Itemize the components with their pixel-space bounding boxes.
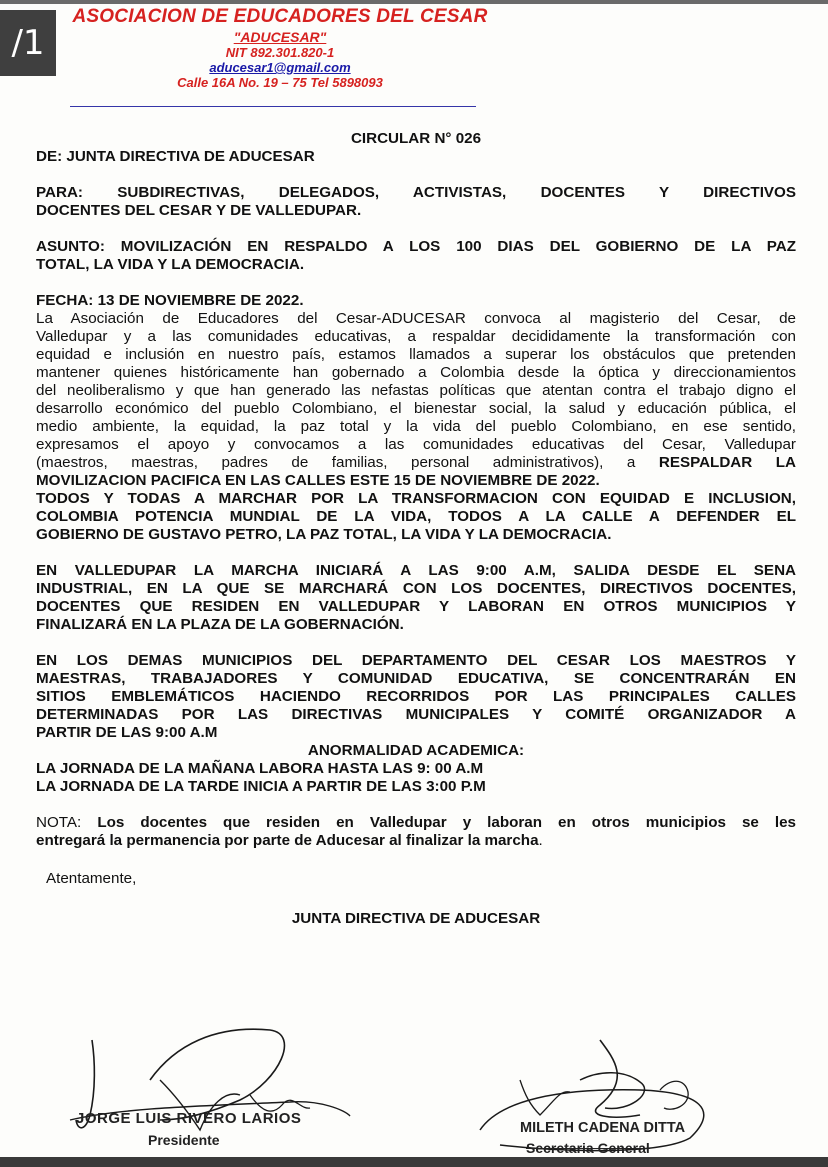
date-line: FECHA: 13 DE NOVIEMBRE DE 2022.: [36, 292, 304, 309]
call-line: GOBIERNO DE GUSTAVO PETRO, LA PAZ TOTAL, LA VIDA Y LA DEMOCRACIA.: [36, 526, 612, 543]
valledupar-line: FINALIZARÁ EN LA PLAZA DE LA GOBERNACIÓN.: [36, 616, 404, 633]
top-edge: [0, 0, 828, 4]
valledupar-line: INDUSTRIAL, EN LA QUE SE MARCHARÁ CON LOS DOCENTES, DIRECTIVOS DOCENTES,: [36, 580, 796, 597]
circular-number: CIRCULAR N° 026: [350, 130, 482, 147]
municipios-line: PARTIR DE LAS 9:00 A.M: [36, 724, 218, 741]
body-line: equidad e inclusión en nuestro país, estamos llamados a superar los obstáculos que pretenden: [36, 346, 796, 363]
circular-body: [36, 130, 796, 928]
org-address: Calle 16A No. 19 – 75 Tel 5898093: [177, 75, 383, 90]
municipios-line: SITIOS EMBLEMÁTICOS HACIENDO RECORRIDOS POR LAS PRINCIPALES CALLES: [36, 688, 796, 705]
to-line-1: PARA: SUBDIRECTIVAS, DELEGADOS, ACTIVISTAS, DOCENTES Y DIRECTIVOS: [36, 184, 796, 201]
board-signature-heading: JUNTA DIRECTIVA DE ADUCESAR: [291, 910, 541, 927]
call-line: TODOS Y TODAS A MARCHAR POR LA TRANSFORMACION CON EQUIDAD E INCLUSION,: [36, 490, 796, 507]
note-line-2: [36, 832, 796, 850]
handwritten-signatures: [0, 1020, 828, 1160]
secretary-role: Secretaria General: [526, 1140, 650, 1156]
municipios-line: DETERMINADAS POR LAS DIRECTIVAS MUNICIPALES Y COMITÉ ORGANIZADOR A: [36, 706, 796, 723]
note-line-1: [36, 814, 796, 832]
note-text-1: Los docentes que residen en Valledupar y laboran en otros municipios se les: [97, 814, 796, 831]
valledupar-line: EN VALLEDUPAR LA MARCHA INICIARÁ A LAS 9:00 A.M, SALIDA DESDE EL SENA: [36, 562, 796, 579]
from-line: DE: JUNTA DIRECTIVA DE ADUCESAR: [36, 148, 315, 165]
municipios-line: EN LOS DEMAS MUNICIPIOS DEL DEPARTAMENTO DEL CESAR LOS MAESTROS Y: [36, 652, 796, 669]
org-name: ASOCIACION DE EDUCADORES DEL CESAR: [72, 6, 488, 27]
secretary-name: MILETH CADENA DITTA: [520, 1120, 686, 1136]
body-last-bold: RESPALDAR LA: [658, 454, 797, 471]
subject-line-2: TOTAL, LA VIDA Y LA DEMOCRACIA.: [36, 256, 305, 273]
closing-salutation: Atentamente,: [46, 870, 137, 887]
body-line: expresamos el apoyo y convocamos a las comunidades educativas del Cesar, Valledupar: [36, 436, 796, 453]
note-end: .: [538, 832, 543, 849]
body-line-last: [36, 454, 796, 472]
afternoon-shift-line: LA JORNADA DE LA TARDE INICIA A PARTIR DE LAS 3:00 P.M: [36, 778, 486, 795]
mobilization-line: MOVILIZACION PACIFICA EN LAS CALLES ESTE 15 DE NOVIEMBRE DE 2022.: [36, 472, 600, 489]
letterhead: [70, 6, 490, 90]
subject-line-1: ASUNTO: MOVILIZACIÓN EN RESPALDO A LOS 100 DIAS DEL GOBIERNO DE LA PAZ: [36, 238, 796, 255]
org-acronym: "ADUCESAR": [233, 29, 327, 45]
academic-abnormality-heading: ANORMALIDAD ACADEMICA:: [307, 742, 525, 759]
body-line: Valledupar y a las comunidades educativas, a respaldar decididamente la transformación con: [36, 328, 796, 345]
body-last-plain: (maestros, maestras, padres de familias, personal administrativos), a: [36, 454, 659, 471]
body-paragraph: [36, 310, 796, 544]
org-email-link[interactable]: aducesar1@gmail.com: [209, 60, 351, 75]
note-text-2: entregará la permanencia por parte de Aducesar al finalizar la marcha: [36, 832, 539, 849]
body-line: mantener quienes históricamente han gobernado a Colombia desde la óptica y direccionamientos: [36, 364, 796, 381]
org-nit: NIT 892.301.820-1: [225, 45, 335, 60]
to-line-2: DOCENTES DEL CESAR Y DE VALLEDUPAR.: [36, 202, 362, 219]
signatures-area: [0, 1020, 828, 1160]
president-name: JORGE LUIS RIVERO LARIOS: [76, 1110, 302, 1127]
page-counter-badge: /1: [0, 10, 56, 76]
signature-stroke: [150, 1029, 284, 1120]
body-line: desarrollo económico del pueblo Colombiano, el bienestar social, la salud y educación pública, el: [36, 400, 796, 417]
president-role: Presidente: [148, 1132, 220, 1148]
morning-shift-line: LA JORNADA DE LA MAÑANA LABORA HASTA LAS 9: 00 A.M: [36, 760, 484, 777]
body-line: del neoliberalismo y que han generado las nefastas políticas que atentan contra el trabajo digno el: [36, 382, 796, 399]
signature-stroke: [660, 1081, 688, 1109]
body-line: medio ambiente, la equidad, la paz total y la vida del pueblo Colombiano, en ese sentido,: [36, 418, 796, 435]
signature-stroke: [596, 1040, 640, 1117]
signature-stroke: [520, 1080, 570, 1115]
body-line: La Asociación de Educadores del Cesar-ADUCESAR convoca al magisterio del Cesar, de: [36, 310, 796, 327]
valledupar-paragraph: [36, 562, 796, 634]
municipios-paragraph: [36, 652, 796, 742]
valledupar-line: DOCENTES QUE RESIDEN EN VALLEDUPAR Y LABORAN EN OTROS MUNICIPIOS Y: [36, 598, 796, 615]
note-label: NOTA:: [36, 814, 98, 831]
municipios-line: MAESTRAS, TRABAJADORES Y COMUNIDAD EDUCATIVA, SE CONCENTRARÁN EN: [36, 670, 796, 687]
bottom-edge: [0, 1157, 828, 1167]
letterhead-divider: [70, 106, 476, 107]
call-line: COLOMBIA POTENCIA MUNDIAL DE LA VIDA, TODOS A LA CALLE A DEFENDER EL: [36, 508, 796, 525]
